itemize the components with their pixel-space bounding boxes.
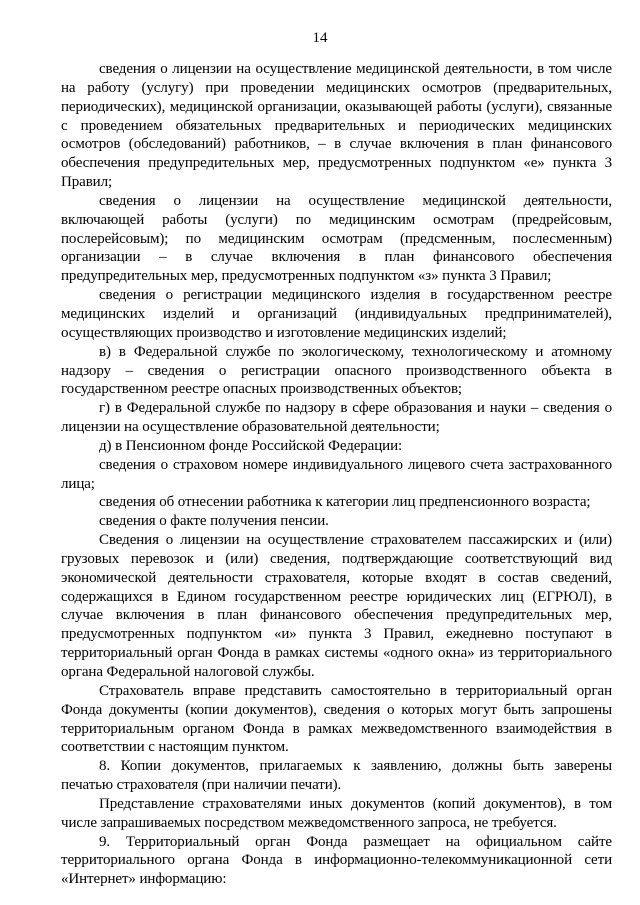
document-body — [61, 60, 612, 889]
paragraph: сведения о страховом номере индивидуального лицевого счета застрахованного лица; — [61, 456, 612, 492]
paragraph: д) в Пенсионном фонде Российской Федерации: — [99, 437, 403, 454]
paragraph: сведения о лицензии на осуществление медицинской деятельности, в том числе на работу (услугу) при проведении медицинских осмотров (предварительных, периодических), медицинской организации, оказывающей работы (услуги), связанные с проведением обязательных предварительных и периодических медицинских осмотров (обследований) работников, – в случае включения в план финансового обеспечения предупредительных мер, предусмотренных подпунктом «е» пункта 3 Правил; — [61, 61, 612, 191]
paragraph: сведения об отнесении работника к категории лиц предпенсионного возраста; — [99, 494, 591, 511]
paragraph: сведения о лицензии на осуществление медицинской деятельности, включающей работы (услуги) по медицинским осмотрам (предрейсовым, послерейсовым); по медицинским осмотрам (предсменным, послесменным) организации – в случае включения в план финансового обеспечения предупредительных мер, предусмотренных подпунктом «з» пункта 3 Правил; — [61, 192, 612, 285]
paragraph: сведения о регистрации медицинского изделия в государственном реестре медицинских изделий и организаций (индивидуальных предпринимателей), осуществляющих производство и изготовление медицинских изделий; — [61, 287, 612, 341]
paragraph: 8. Копии документов, прилагаемых к заявлению, должны быть заверены печатью страхователя (при наличии печати). — [61, 758, 612, 794]
paragraph: в) в Федеральной службе по экологическому, технологическому и атомному надзору – сведения о регистрации опасного производственного объекта в государственном реестре опасных производственных объектов; — [61, 343, 612, 398]
paragraph: Сведения о лицензии на осуществление страхователем пассажирских и (или) грузовых перевозок и (или) сведения, подтверждающие соответствующий вид экономической деятельности страхователя, которые входят в состав сведений, содержащихся в Едином государственном реестре юридических лиц (ЕГРЮЛ), в случае включения в план финансового обеспечения предупредительных мер, предусмотренных подпунктом «и» пункта 3 Правил, ежедневно поступают в территориальный орган Фонда в рамках системы «одного окна» из территориального органа Федеральной налоговой службы. — [61, 532, 612, 680]
paragraph: Страхователь вправе представить самостоятельно в территориальный орган Фонда документы (копии документов), сведения о которых могут быть запрошены территориальным органом Фонда в рамках межведомственного взаимодействия в соответствии с настоящим пунктом. — [61, 682, 612, 756]
paragraph: г) в Федеральной службе по надзору в сфере образования и науки – сведения о лицензии на осуществление образовательной деятельности; — [61, 400, 612, 436]
paragraph: сведения о факте получения пенсии. — [99, 513, 329, 530]
paragraph: 9. Территориальный орган Фонда размещает на официальном сайте территориального органа Фонда в информационно-телекоммуникационной сети «Интернет» информацию: — [61, 833, 612, 888]
page-number: 14 — [312, 30, 328, 46]
paragraph: Представление страхователями иных документов (копий документов), в том числе запрашиваемых посредством межведомственного запроса, не требуется. — [61, 795, 612, 831]
